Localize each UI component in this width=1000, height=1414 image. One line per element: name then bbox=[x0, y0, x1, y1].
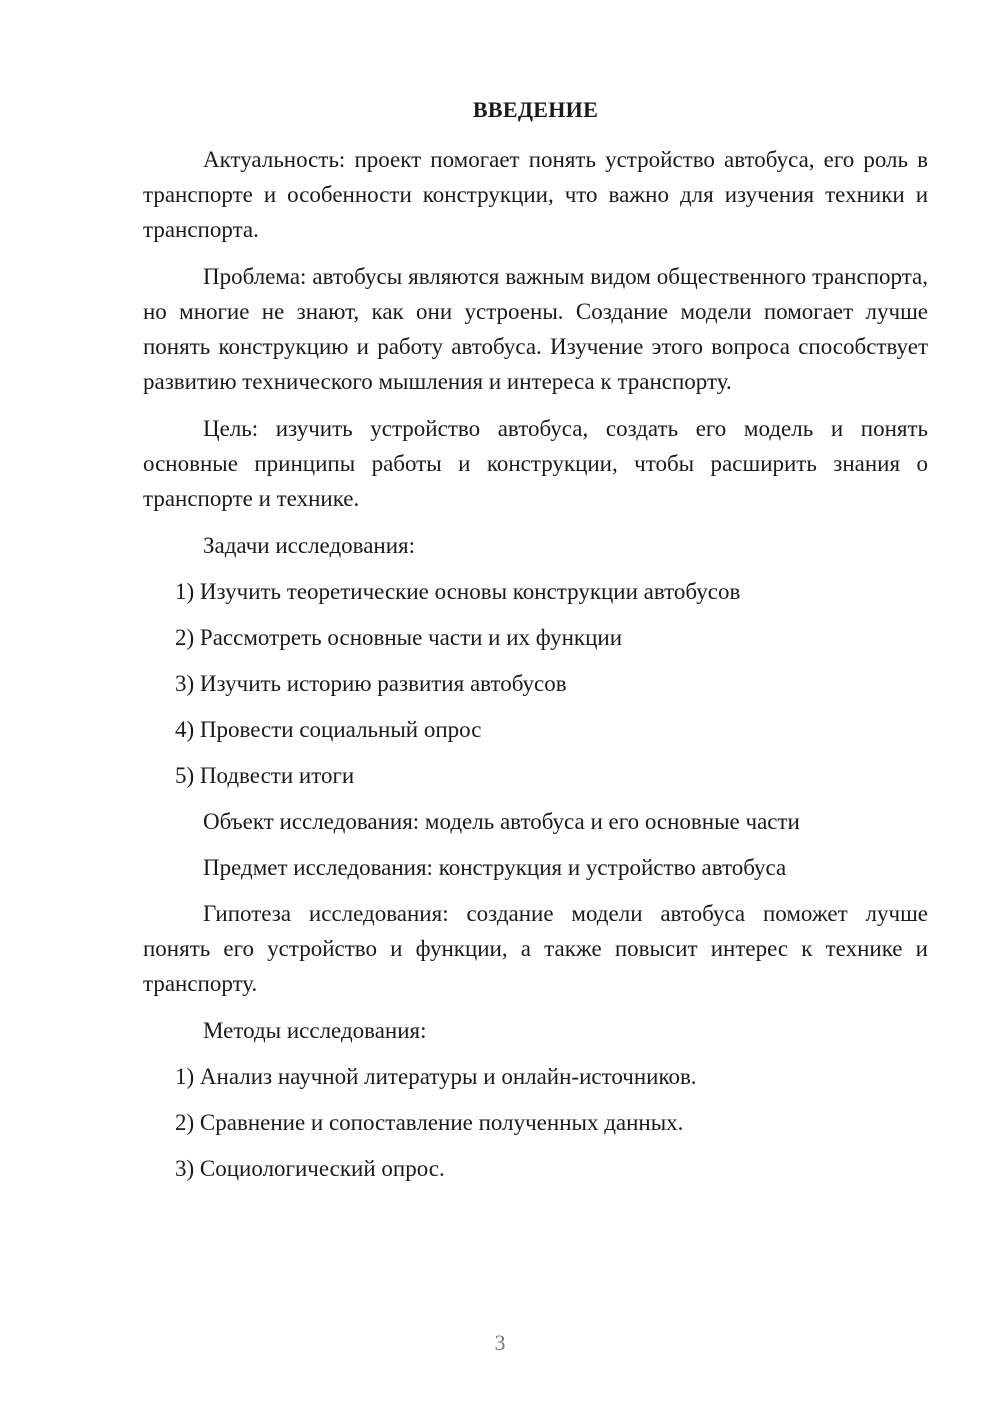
subject-line: Предмет исследования: конструкция и устройство автобуса bbox=[203, 855, 787, 880]
method-item: 3) Социологический опрос. bbox=[175, 1156, 445, 1181]
page-number: 3 bbox=[494, 1330, 506, 1355]
problem-paragraph: Проблема: автобусы являются важным видом общественного транспорта, но многие не знают, как они устроены. Создание модели помогает лучше понять конструкцию и работу автобуса. Изучение этого вопроса способствует развитию технического мышления и интереса к транспорту. bbox=[143, 264, 928, 394]
tasks-title: Задачи исследования: bbox=[203, 533, 416, 558]
object-line: Объект исследования: модель автобуса и его основные части bbox=[203, 809, 800, 834]
task-item: 5) Подвести итоги bbox=[175, 763, 355, 788]
body-text bbox=[143, 142, 928, 1197]
task-item: 1) Изучить теоретические основы конструкции автобусов bbox=[175, 579, 741, 604]
task-item: 2) Рассмотреть основные части и их функции bbox=[175, 625, 623, 650]
goal-paragraph: Цель: изучить устройство автобуса, создать его модель и понять основные принципы работы и конструкции, чтобы расширить знания о транспорте и технике. bbox=[143, 416, 928, 511]
method-item: 1) Анализ научной литературы и онлайн-источников. bbox=[175, 1064, 697, 1089]
hypothesis-paragraph: Гипотеза исследования: создание модели автобуса поможет лучше понять его устройство и функции, а также повысит интерес к технике и транспорту. bbox=[143, 901, 928, 996]
task-item: 3) Изучить историю развития автобусов bbox=[175, 671, 567, 696]
task-item: 4) Провести социальный опрос bbox=[175, 717, 482, 742]
method-item: 2) Сравнение и сопоставление полученных данных. bbox=[175, 1110, 684, 1135]
section-heading: ВВЕДЕНИЕ bbox=[472, 97, 599, 122]
methods-title: Методы исследования: bbox=[203, 1018, 427, 1043]
relevance-paragraph: Актуальность: проект помогает понять устройство автобуса, его роль в транспорте и особенности конструкции, что важно для изучения техники и транспорта. bbox=[143, 147, 928, 242]
